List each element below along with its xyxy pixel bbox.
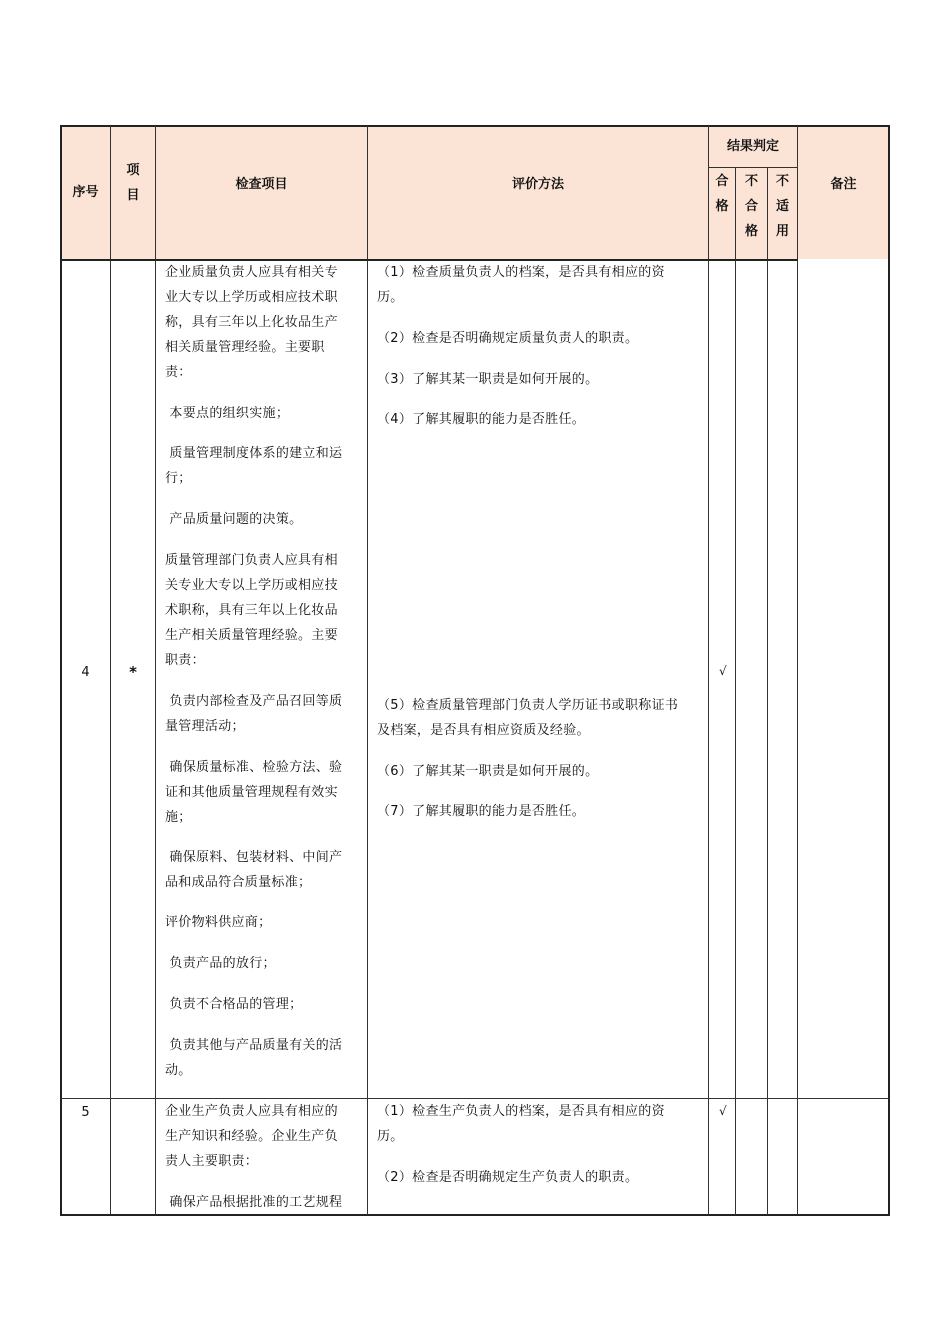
text-line: 职责： bbox=[165, 653, 205, 668]
text-line: 负责内部检查及产品召回等质 bbox=[165, 694, 343, 709]
col-divider bbox=[155, 126, 156, 1215]
row-5-seq: 5 bbox=[81, 1105, 90, 1120]
col-divider bbox=[797, 126, 798, 1215]
row-4-pass-check-icon: √ bbox=[719, 664, 727, 678]
header-remarks: 备注 bbox=[830, 176, 857, 192]
text-line: 动。 bbox=[165, 1063, 192, 1078]
text-line: 证和其他质量管理规程有效实 bbox=[165, 785, 338, 800]
header-fail: 不 合 格 bbox=[744, 174, 758, 239]
text-line: （4）了解其履职的能力是否胜任。 bbox=[377, 412, 586, 427]
text-line: 业大专以上学历或相应技术职 bbox=[165, 290, 338, 305]
text-line: 责： bbox=[165, 365, 192, 380]
text-line: 历。 bbox=[377, 1129, 404, 1144]
text-line: 负责不合格品的管理； bbox=[165, 997, 303, 1012]
text-line: 历。 bbox=[377, 290, 404, 305]
text-line: 行； bbox=[165, 471, 192, 486]
text-line: 关专业大专以上学历或相应技 bbox=[165, 578, 338, 593]
text-line: 术职称，具有三年以上化妆品 bbox=[165, 603, 338, 618]
header-result: 结果判定 bbox=[726, 139, 779, 154]
header-item: 项 目 bbox=[126, 163, 140, 203]
text-line: （2）检查是否明确规定质量负责人的职责。 bbox=[377, 331, 639, 346]
text-line: 质量管理制度体系的建立和运 bbox=[165, 446, 343, 461]
text-line: 确保产品根据批准的工艺规程 bbox=[165, 1195, 343, 1210]
text-line: 企业质量负责人应具有相关专 bbox=[165, 265, 338, 280]
text-line: （1）检查生产负责人的档案，是否具有相应的资 bbox=[377, 1104, 665, 1119]
text-line: （1）检查质量负责人的档案，是否具有相应的资 bbox=[377, 265, 665, 280]
text-line: 负责产品的放行； bbox=[165, 956, 276, 971]
col-divider bbox=[735, 168, 736, 1215]
text-line: 量管理活动； bbox=[165, 719, 245, 734]
row-4-key-marker: * bbox=[129, 663, 137, 681]
text-line: 确保质量标准、检验方法、验 bbox=[165, 760, 343, 775]
text-line: 本要点的组织实施； bbox=[165, 406, 290, 421]
col-divider bbox=[367, 126, 368, 1215]
text-line: （7）了解其履职的能力是否胜任。 bbox=[377, 804, 586, 819]
text-line: 确保原料、包装材料、中间产 bbox=[165, 850, 343, 865]
row-4-seq: 4 bbox=[81, 665, 90, 680]
text-line: 品和成品符合质量标准； bbox=[165, 875, 312, 890]
text-line: 企业生产负责人应具有相应的 bbox=[165, 1104, 338, 1119]
text-line: （5）检查质量管理部门负责人学历证书或职称证书 bbox=[377, 698, 679, 713]
header-method: 评价方法 bbox=[511, 176, 564, 192]
header-seq: 序号 bbox=[72, 185, 99, 200]
text-line: （6）了解其某一职责是如何开展的。 bbox=[377, 764, 599, 779]
text-line: 产品质量问题的决策。 bbox=[165, 512, 303, 527]
text-line: 负责其他与产品质量有关的活 bbox=[165, 1038, 343, 1053]
text-line: 施； bbox=[165, 810, 192, 825]
text-line: 评价物料供应商； bbox=[165, 915, 272, 930]
text-line: 称，具有三年以上化妆品生产 bbox=[165, 315, 338, 330]
text-line: 责人主要职责： bbox=[165, 1154, 259, 1169]
text-line: 相关质量管理经验。主要职 bbox=[165, 340, 325, 355]
row-5-pass-check-icon: √ bbox=[719, 1104, 727, 1118]
header-not-applicable: 不 适 用 bbox=[775, 174, 789, 239]
col-divider bbox=[767, 168, 768, 1215]
text-line: 生产相关质量管理经验。主要 bbox=[165, 628, 338, 643]
text-line: 质量管理部门负责人应具有相 bbox=[165, 553, 338, 568]
header-check-item: 检查项目 bbox=[235, 176, 288, 192]
header-pass: 合 格 bbox=[715, 174, 729, 214]
col-divider bbox=[708, 126, 709, 1215]
text-line: （2）检查是否明确规定生产负责人的职责。 bbox=[377, 1170, 639, 1185]
text-line: 及档案，是否具有相应资质及经验。 bbox=[377, 723, 590, 738]
result-subheader-line bbox=[709, 167, 797, 168]
text-line: （3）了解其某一职责是如何开展的。 bbox=[377, 372, 599, 387]
text-line: 生产知识和经验。企业生产负 bbox=[165, 1129, 338, 1144]
